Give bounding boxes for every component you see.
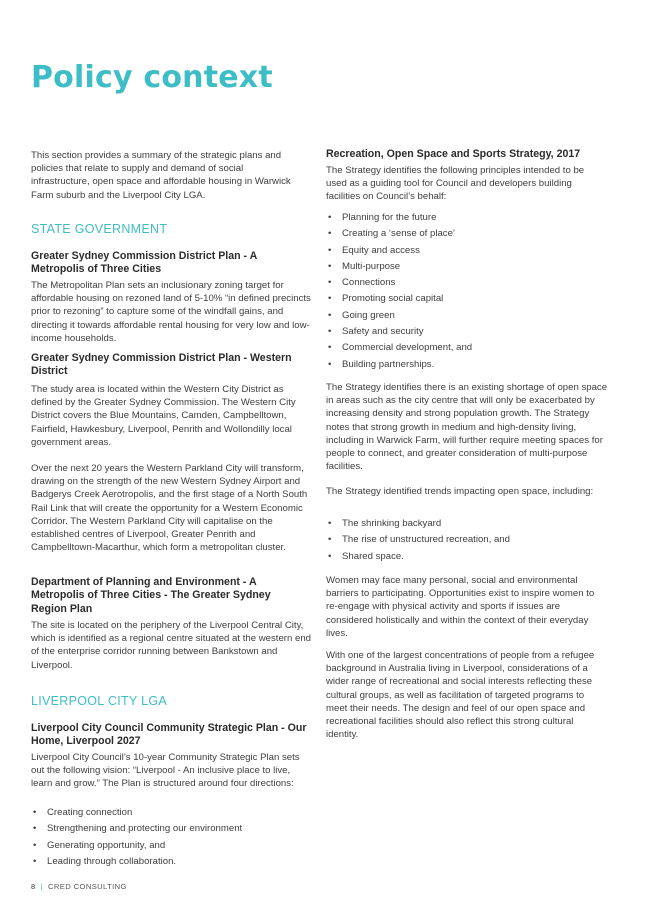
gsc-metropolis-body: The Metropolitan Plan sets an inclusionary zoning target for affordable housing on rezoned land of 5-10% “in defined precincts prior to rezoning” to capture some of the windfall gains, and directing it towards affordable rental housing for very low and low-income households. <box>31 280 311 344</box>
rosss-intro: The Strategy identifies the following principles intended to be used as a guiding tool for Council and developers building facilities on Council’s behalf: <box>326 165 585 203</box>
trends-list <box>326 516 624 565</box>
rosss-heading: Recreation, Open Space and Sports Strategy, 2017 <box>326 148 581 160</box>
list-item: • Leading through collaboration. <box>31 854 313 870</box>
principles-list <box>326 210 624 373</box>
page-footer <box>31 882 127 891</box>
list-item: • Building partnerships. <box>326 357 624 373</box>
trends-intro: The Strategy identified trends impacting open space, including: <box>326 486 594 497</box>
list-item: • Equity and access <box>326 243 624 259</box>
list-item: • Creating connection <box>31 805 313 821</box>
list-item: • Connections <box>326 275 624 291</box>
list-item: • Generating opportunity, and <box>31 838 313 854</box>
page-number: 8 <box>31 882 36 891</box>
refugee-paragraph: With one of the largest concentrations of people from a refugee background in Australia living in Liverpool, considerations of a wider range of recreational and social interests reflecting these cultural groups, as well as facilitation of targeted programs to meet their needs. The design and feel of our open space and recreational facilities should also reflect this strong cultural identity. <box>326 650 595 741</box>
women-paragraph: Women may face many personal, social and environmental barriers to participating. Opportunities exist to inspire women to re-engage with physical activity and sports if issues are considered holistically and within the context of their everyday lives. <box>326 575 595 639</box>
state-government-heading: STATE GOVERNMENT <box>31 222 168 236</box>
dpe-heading: Department of Planning and Environment - A Metropolis of Three Cities - The Greater Sydney Region Plan <box>31 576 271 615</box>
list-item: • Commercial development, and <box>326 340 624 356</box>
gsc-metropolis-heading: Greater Sydney Commission District Plan - A Metropolis of Three Cities <box>31 250 257 276</box>
gsc-western-body-1: The study area is located within the Western City District as defined by the Greater Sydney Commission. The Western City District covers the Blue Mountains, Camden, Campbelltown, Fairfield, Hawkesbury, Liverpool, Penrith and Wollondilly local government areas. <box>31 384 296 448</box>
list-item: • Shared space. <box>326 549 624 565</box>
footer-company: CRED CONSULTING <box>48 882 127 891</box>
liverpool-lga-heading: LIVERPOOL CITY LGA <box>31 694 168 708</box>
shortage-paragraph: The Strategy identifies there is an existing shortage of open space in areas such as the city centre that will only be exacerbated by increasing density and strong population growth. The Strategy notes that strong growth in medium and high-density living, including in Warwick Farm, will further require meeting spaces for people to connect, and greater consideration of multi-purpose facilities. <box>326 382 608 473</box>
list-item: • Strengthening and protecting our environment <box>31 821 313 837</box>
lccsp-directions-list <box>31 805 313 870</box>
page-title: Policy context <box>31 60 273 95</box>
gsc-western-body-2: Over the next 20 years the Western Parkland City will transform, drawing on the strength of the new Western Sydney Airport and Badgerys Creek Aerotropolis, and the first stage of a North South Rail Link that will create the opportunity for a Western Economic Corridor. The Western Parkland City will capitalise on the established centres of Liverpool, Greater Penrith and Campbelltown-Macarthur, which form a metropolitan cluster. <box>31 463 308 554</box>
lccsp-body: Liverpool City Council’s 10-year Community Strategic Plan sets out the following vision: “Liverpool - An inclusive place to live, learn and grow.” The Plan is structured around four directions: <box>31 752 300 790</box>
list-item: • Going green <box>326 308 624 324</box>
list-item: • Multi-purpose <box>326 259 624 275</box>
list-item: • Planning for the future <box>326 210 624 226</box>
dpe-body: The site is located on the periphery of the Liverpool Central City, which is identified as a regional centre situated at the western end of the enterprise corridor running between Bankstown and Liverpool. <box>31 620 311 671</box>
lccsp-heading: Liverpool City Council Community Strategic Plan - Our Home, Liverpool 2027 <box>31 722 307 748</box>
intro-paragraph: This section provides a summary of the strategic plans and policies that relate to supply and demand of social infrastructure, open space and affordable housing in Warwick Farm suburb and the Liverpool City LGA. <box>31 150 291 201</box>
list-item: • Creating a ‘sense of place’ <box>326 226 624 242</box>
list-item: • Safety and security <box>326 324 624 340</box>
gsc-western-heading: Greater Sydney Commission District Plan - Western District <box>31 352 292 378</box>
list-item: • Promoting social capital <box>326 291 624 307</box>
footer-separator: | <box>40 882 43 891</box>
list-item: • The rise of unstructured recreation, and <box>326 532 624 548</box>
list-item: • The shrinking backyard <box>326 516 624 532</box>
